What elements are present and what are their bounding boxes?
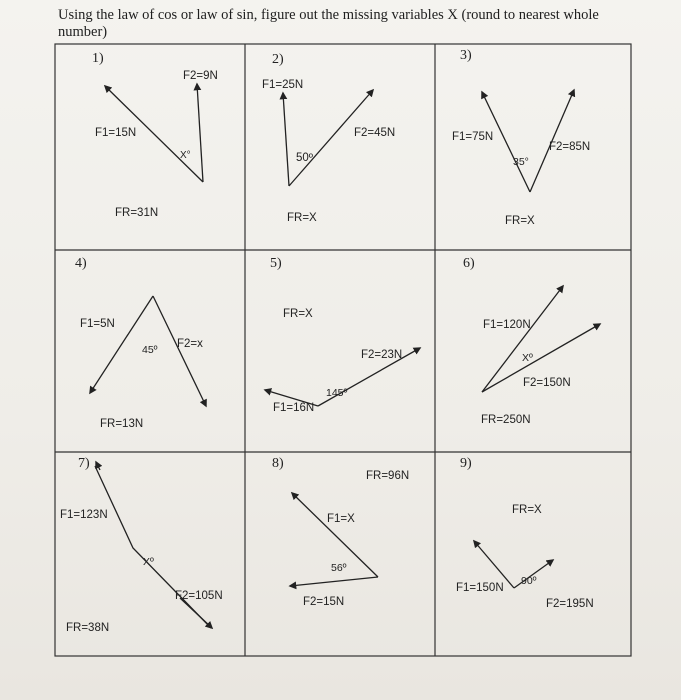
p9-f1-label: F1=150N bbox=[456, 582, 504, 594]
p4-number: 4) bbox=[75, 256, 87, 271]
p1-angle-label: X° bbox=[180, 150, 191, 161]
p6-f1-label: F1=120N bbox=[483, 319, 531, 331]
p1-f2-label: F2=9N bbox=[183, 70, 218, 82]
p3-f1-label: F1=75N bbox=[452, 131, 494, 143]
p3-angle-label: 35° bbox=[513, 156, 529, 168]
p9-angle-label: 90º bbox=[521, 575, 537, 587]
p3-number: 3) bbox=[460, 48, 472, 63]
p1-f1-label: F1=15N bbox=[95, 127, 137, 139]
p2-f1-label: F1=25N bbox=[262, 79, 304, 91]
p5-number: 5) bbox=[270, 256, 282, 271]
p6-number: 6) bbox=[463, 256, 475, 271]
p1-fr-label: FR=31N bbox=[115, 207, 159, 219]
p5-angle-label: 145º bbox=[326, 387, 348, 399]
p6-fr-label: FR=250N bbox=[481, 414, 531, 426]
p8-angle-label: 56º bbox=[331, 562, 347, 574]
p7-number: 7) bbox=[78, 456, 90, 471]
p8-fr-label: FR=96N bbox=[366, 470, 410, 482]
p7-angle-label: Xº bbox=[143, 556, 154, 568]
p7-vectors bbox=[95, 466, 211, 628]
p2-angle-label: 50º bbox=[296, 152, 313, 164]
p9-fr-label: FR=X bbox=[512, 504, 542, 516]
p8-number: 8) bbox=[272, 456, 284, 471]
p7-arrowhead bbox=[180, 598, 212, 628]
p8-f1-label: F1=X bbox=[327, 513, 355, 525]
p3-fr-label: FR=X bbox=[505, 215, 535, 227]
p1-number: 1) bbox=[92, 51, 104, 66]
p9-f2-label: F2=195N bbox=[546, 598, 594, 610]
p7-fr-label: FR=38N bbox=[66, 622, 110, 634]
p8-f2-label: F2=15N bbox=[303, 596, 345, 608]
p2-fr-label: FR=X bbox=[287, 212, 317, 224]
p2-number: 2) bbox=[272, 52, 284, 67]
p3-f2-label: F2=85N bbox=[549, 141, 591, 153]
p9-number: 9) bbox=[460, 456, 472, 471]
p4-f2-label: F2=x bbox=[177, 338, 203, 350]
instructions: Using the law of cos or law of sin, figure out the missing variables X (round to nearest whole number) bbox=[58, 7, 599, 40]
p8-vector-f2 bbox=[290, 577, 378, 586]
p4-vector-f2 bbox=[153, 296, 206, 406]
p5-f1-label: F1=16N bbox=[273, 402, 315, 414]
p6-angle-label: Xº bbox=[522, 352, 533, 364]
p5-f2-label: F2=23N bbox=[361, 349, 403, 361]
p7-f1-label: F1=123N bbox=[60, 509, 108, 521]
p4-fr-label: FR=13N bbox=[100, 418, 144, 430]
p2-vector-f1 bbox=[283, 93, 289, 186]
p7-f2-label: F2=105N bbox=[175, 590, 223, 602]
p9-vector-f1 bbox=[474, 541, 514, 588]
p1-vector-f2 bbox=[197, 84, 203, 182]
p4-f1-label: F1=5N bbox=[80, 318, 115, 330]
p2-f2-label: F2=45N bbox=[354, 127, 396, 139]
p6-f2-label: F2=150N bbox=[523, 377, 571, 389]
p4-angle-label: 45º bbox=[142, 344, 158, 356]
p5-fr-label: FR=X bbox=[283, 308, 313, 320]
